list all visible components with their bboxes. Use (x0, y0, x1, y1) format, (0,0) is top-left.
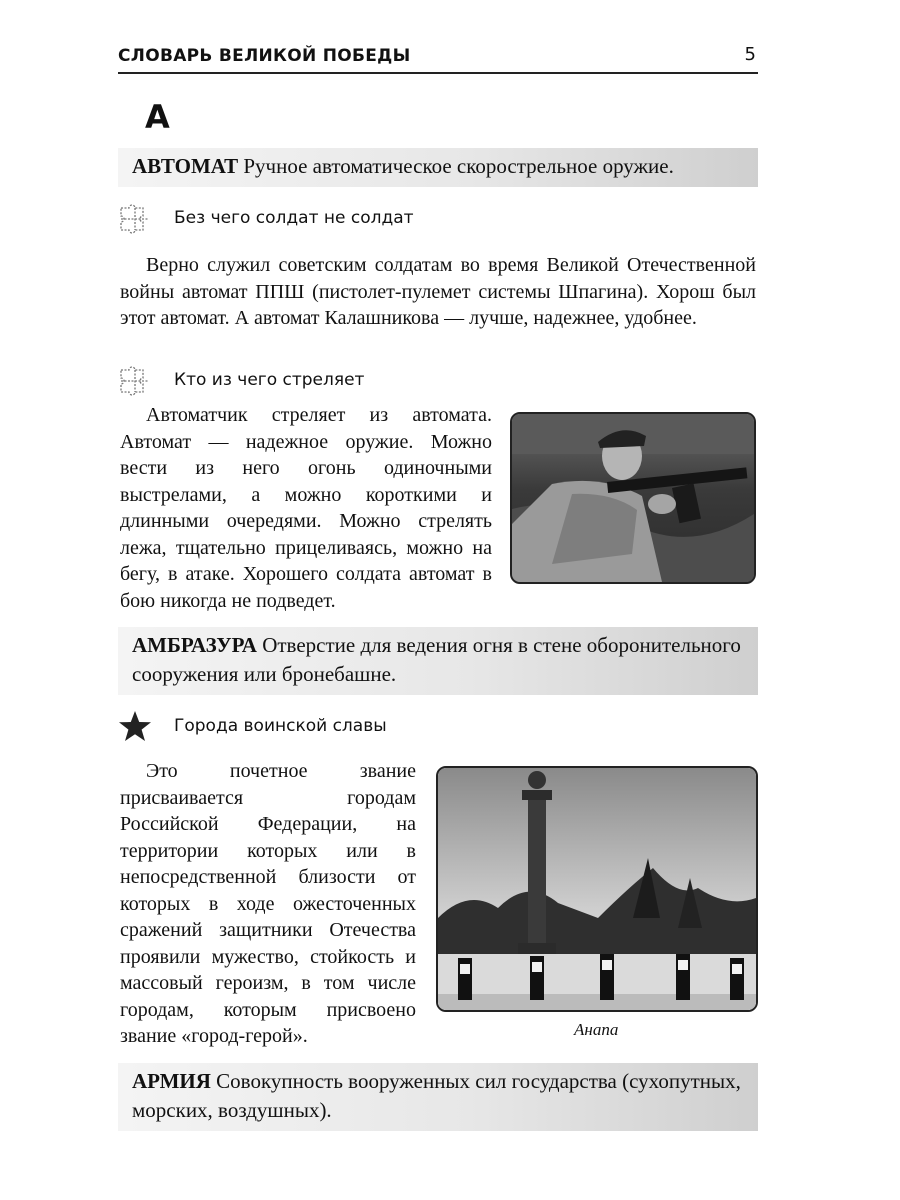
entry-term: АРМИЯ (132, 1069, 211, 1093)
subsection-text: Это почетное звание присваивается городам Российской Федерации, на территории которых или в непосредственной близости от которых в ходе ожесточенных сражений защитники Отечества проявили мужество, стойкость и массовый героизм, в том числе городам, которым присвоено звание «город-герой». (120, 760, 416, 1047)
anapa-monument-photo (436, 766, 758, 1012)
soldier-with-rifle-photo (510, 412, 756, 584)
subsection-heading (118, 364, 364, 396)
subsection-text: Верно служил советским солдатам во время Великой Отечественной войны автомат ППШ (пистолет-пулемет системы Шпагина). Хорош был этот автомат. А автомат Калашникова — лучше, надежнее, удобнее. (120, 254, 756, 329)
dictionary-entry-armiya (118, 1063, 758, 1131)
puzzle-icon (118, 202, 152, 234)
puzzle-icon (118, 364, 152, 396)
photo-image (438, 768, 756, 1010)
dictionary-entry-ambrazura (118, 627, 758, 695)
subsection-text: Автоматчик стреляет из автомата. Автомат — надежное оружие. Можно вести из него огонь одиночными выстрелами, а можно короткими и длинными очередями. Можно стрелять лежа, тщательно прицеливаясь, можно на бегу, в атаке. Хорошего солдата автомат в бою никогда не подведет. (120, 404, 492, 612)
entry-definition: Отверстие для ведения огня в стене оборонительного сооружения или бронебашне. (132, 633, 741, 686)
entry-definition: Ручное автоматическое скорострельное оружие. (243, 154, 674, 178)
book-title: СЛОВАРЬ ВЕЛИКОЙ ПОБЕДЫ (118, 46, 411, 66)
dictionary-entry-avtomat (118, 148, 758, 187)
section-letter: А (145, 98, 170, 136)
subsection-heading (118, 202, 414, 234)
subsection-heading (118, 710, 387, 742)
entry-definition: Совокупность вооруженных сил государства (сухопутных, морских, воздушных). (132, 1069, 741, 1122)
subsection-title: Без чего солдат не солдат (174, 208, 414, 228)
entry-term: АВТОМАТ (132, 154, 239, 178)
photo-image (512, 414, 754, 582)
photo-caption: Анапа (574, 1020, 619, 1039)
subsection-title: Города воинской славы (174, 716, 387, 736)
page-number: 5 (744, 44, 756, 65)
star-icon (118, 710, 152, 742)
subsection-title: Кто из чего стреляет (174, 370, 365, 390)
running-header (118, 44, 758, 74)
entry-term: АМБРАЗУРА (132, 633, 257, 657)
